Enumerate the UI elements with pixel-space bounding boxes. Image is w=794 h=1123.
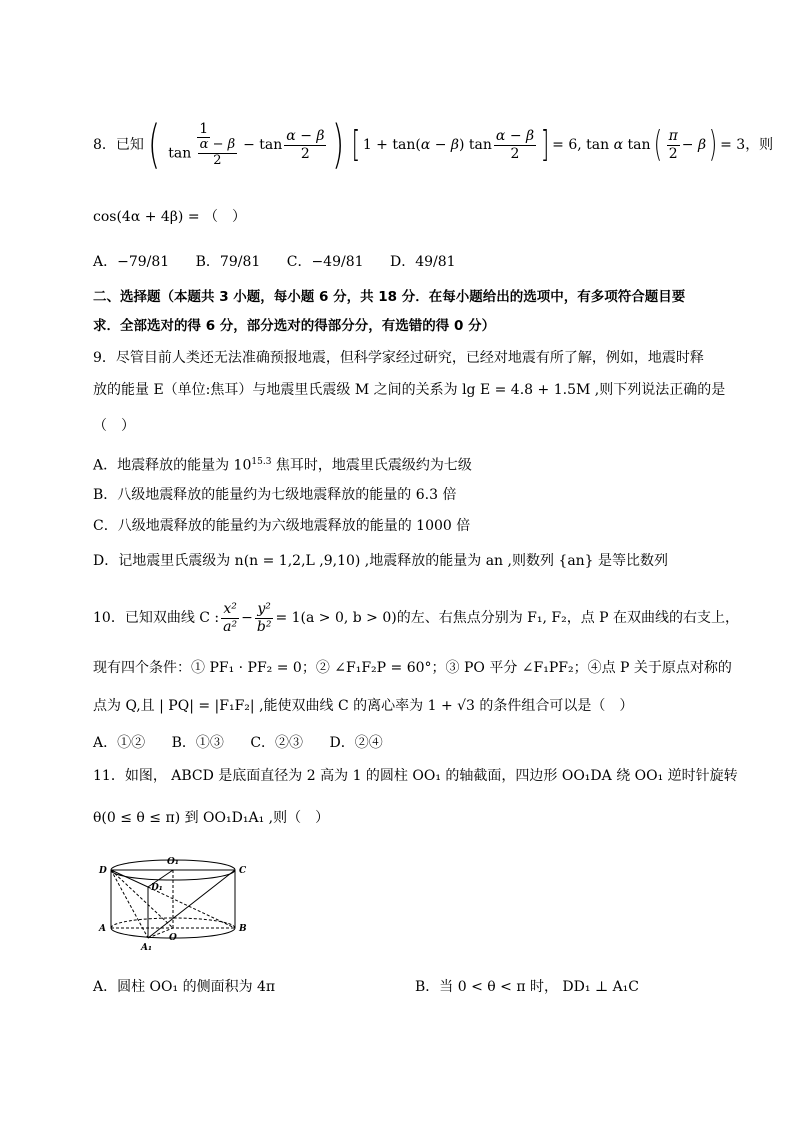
label-o: O <box>169 933 177 943</box>
q9-line2: 放的能量 E（单位:焦耳）与地震里氏震级 M 之间的关系为 lg E = 4.8 + 1.5M ,则下列说法正确的是 <box>93 382 726 398</box>
option-d: D．②④ <box>329 735 383 751</box>
q9-option-c: C．八级地震释放的能量约为六级地震释放的能量的 1000 倍 <box>93 518 471 534</box>
label-d: D <box>99 866 107 876</box>
label-a: A <box>99 924 106 934</box>
q9-option-b: B．八级地震释放的能量约为七级地震释放的能量的 6.3 倍 <box>93 487 457 503</box>
fraction: $\frac{\text{x²}}{\text{a²}}$ <box>223 601 238 635</box>
cylinder-figure <box>93 852 253 962</box>
q8-line1: 8．已知 ( 1 tan $\frac{\alpha - \beta}{2}$ − tan $\frac{\alpha - \beta}{2}$ ) [ 1 + tan( α − β ) tan $\frac{\alpha - \beta}{2}$ ] = 6, tan α tan ( $\frac{\pi}{2}$ − β ) = 3 ，则 <box>93 114 774 175</box>
q10-line1: 10．已知双曲线 C : $\frac{\text{x²}}{\text{a²}}$ − $\frac{\text{y²}}{\text{b²}}$ = 1(a > 0, b > 0) 的左、右焦点分别为 F₁, F₂，点 P 在双曲线的右支上， <box>93 601 740 635</box>
q8-condition: cos(4α + 4β) = （ ） <box>93 209 247 225</box>
fraction: $\frac{\alpha - \beta}{2}$ <box>495 128 535 162</box>
q8-suffix: ，则 <box>745 137 774 153</box>
option-c: C．②③ <box>250 735 304 751</box>
q11-line2: θ(0 ≤ θ ≤ π) 到 OO₁D₁A₁ ,则（ ） <box>93 810 330 826</box>
q11-line1: 11．如图， ABCD 是底面直径为 2 高为 1 的圆柱 OO₁ 的轴截面，四边形 OO₁DA 绕 OO₁ 逆时针旋转 <box>93 768 738 784</box>
q10-line3: 点为 Q,且 | PQ| = |F₁F₂| ,能使双曲线 C 的离心率为 1 + √3 的条件组合可以是（ ） <box>93 698 634 714</box>
option-c: C．−49/81 <box>286 254 364 270</box>
option-a: A．−79/81 <box>93 254 170 270</box>
label-c: C <box>239 866 247 876</box>
label-d1: D₁ <box>151 883 163 893</box>
fraction: $\frac{\pi}{2}$ <box>668 128 678 162</box>
bracket-left: [ <box>351 123 361 165</box>
paren-right: ) <box>332 114 345 175</box>
q11-option-b: B．当 0 < θ < π 时， DD₁ ⊥ A₁C <box>415 979 639 995</box>
q9-line3: （ ） <box>93 418 135 434</box>
paren-right: ) <box>708 123 718 165</box>
paren-left: ( <box>653 123 662 165</box>
option-b: B．79/81 <box>195 254 261 270</box>
fraction: 1 tan $\frac{\alpha - \beta}{2}$ <box>168 121 236 169</box>
q9-option-d: D．记地震里氏震级为 n(n = 1,2,L ,9,10) ,地震释放的能量为 an ,则数列 {an} 是等比数列 <box>93 553 669 569</box>
q11-option-a: A．圆柱 OO₁ 的侧面积为 4π <box>93 979 276 995</box>
paren-left: ( <box>147 114 161 175</box>
label-o1: O₁ <box>167 857 179 867</box>
fraction: $\frac{\alpha - \beta}{2}$ <box>286 128 325 162</box>
label-b: B <box>239 924 247 934</box>
option-d: D．49/81 <box>389 254 456 270</box>
bracket-right: ] <box>540 123 550 165</box>
label-a1: A₁ <box>141 943 152 953</box>
q10-line2: 现有四个条件：① PF₁ · PF₂ = 0；② ∠F₁F₂P = 60°；③ PO 平分 ∠F₁PF₂；④点 P 关于原点对称的 <box>93 660 732 676</box>
q10-options <box>93 733 383 753</box>
fraction: $\frac{\text{y²}}{\text{b²}}$ <box>256 601 272 635</box>
section2-line1: 二、选择题（本题共 3 小题，每小题 6 分，共 18 分．在每小题给出的选项中，有多项符合题目要 <box>93 289 686 305</box>
section2-line2: 求．全部选对的得 6 分，部分选对的得部分分，有选错的得 0 分） <box>93 318 496 334</box>
q9-line1: 9．尽管目前人类还无法准确预报地震，但科学家经过研究，已经对地震有所了解，例如，地震时释 <box>93 350 704 366</box>
q8-number: 8．已知 <box>93 137 144 153</box>
q8-options <box>93 252 456 272</box>
option-a: A．①② <box>93 735 146 751</box>
option-b: B．①③ <box>171 735 224 751</box>
q9-option-a: A．地震释放的能量为 $10^{15.3}$ 焦耳时，地震里氏震级约为七级 <box>93 457 472 474</box>
